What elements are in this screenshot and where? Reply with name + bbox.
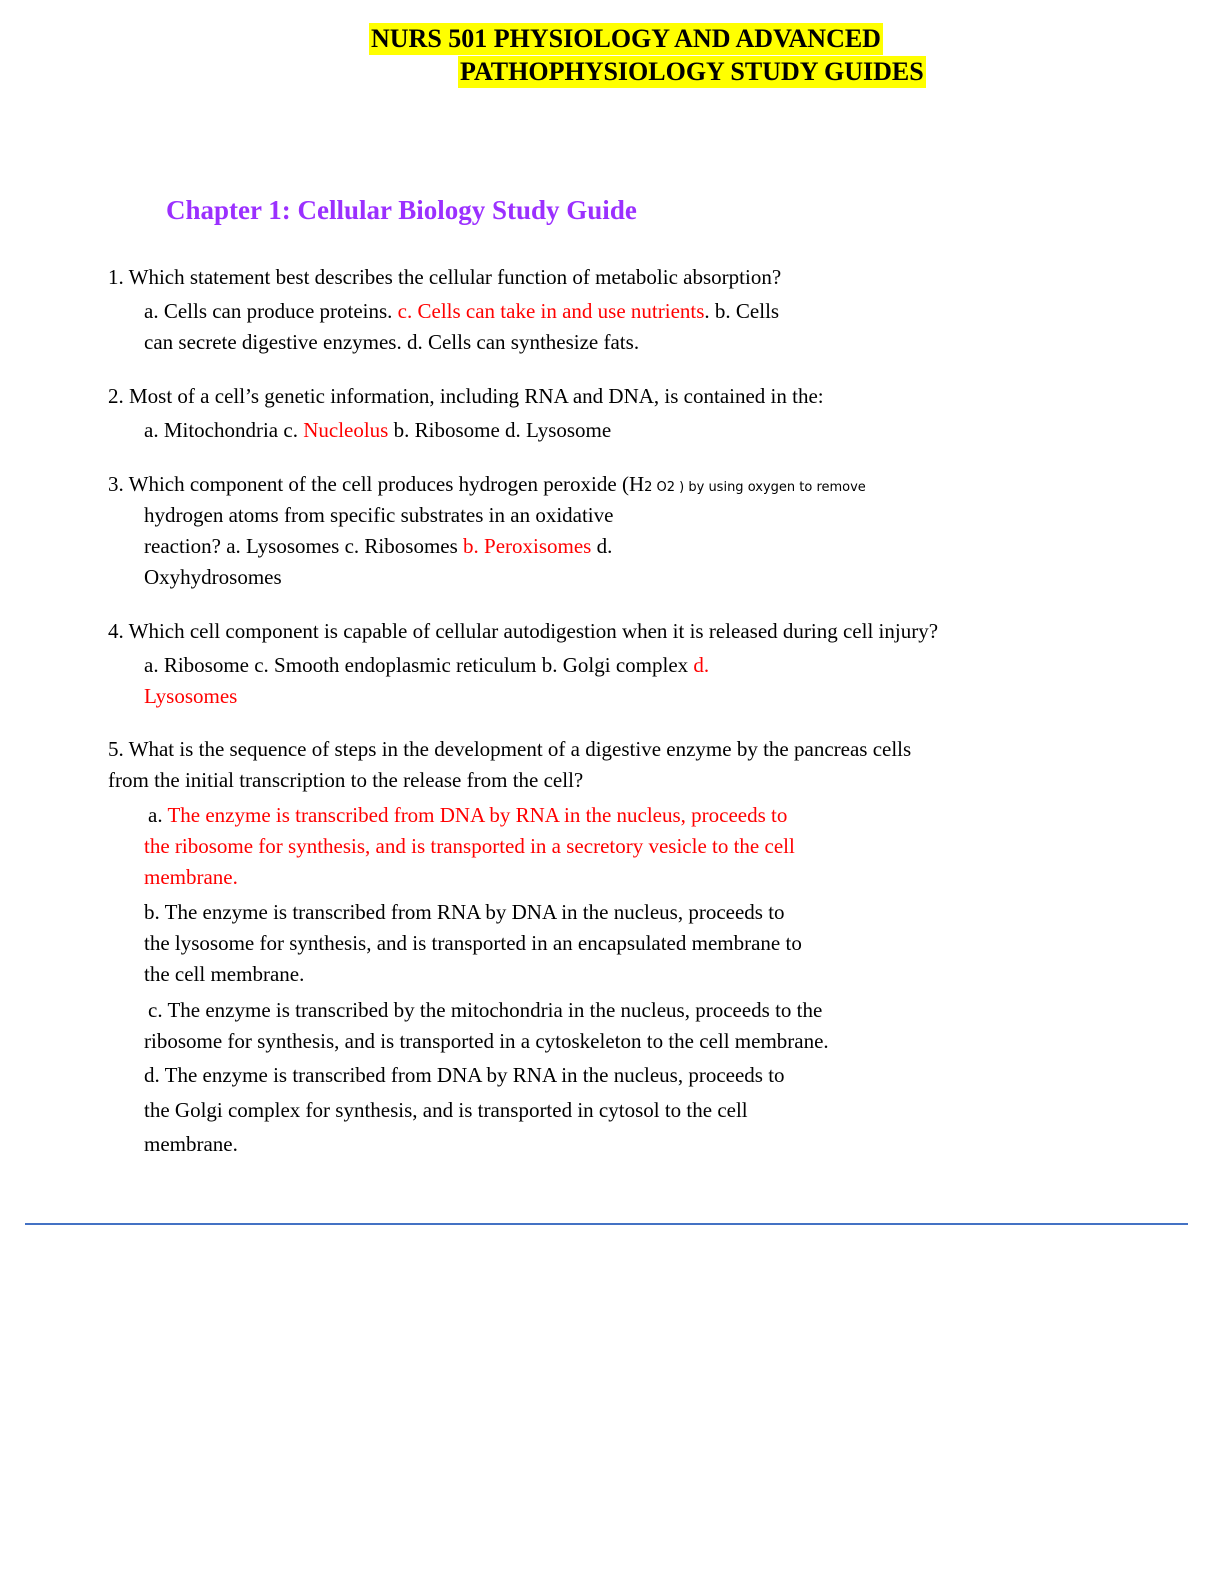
option-text: a. Ribosome c. Smooth endoplasmic reticulum b. Golgi complex (144, 653, 694, 677)
question-5-option-d-line-2: the Golgi complex for synthesis, and is transported in cytosol to the cell (144, 1098, 748, 1122)
option-text: reaction? a. Lysosomes c. Ribosomes (144, 534, 464, 558)
question-5-option-a-line-2: the ribosome for synthesis, and is transported in a secretory vesicle to the cell (144, 834, 795, 858)
question-1-options-line-1 (144, 296, 779, 327)
question-1-options-line-2: can secrete digestive enzymes. d. Cells can synthesize fats. (144, 330, 640, 354)
correct-answer: b. Peroxisomes (463, 534, 592, 558)
question-5-stem-line-2: from the initial transcription to the release from the cell? (108, 768, 584, 792)
option-text: d. (591, 534, 613, 558)
question-4-options-line-1 (144, 650, 709, 681)
question-5-option-a-line-1 (148, 800, 787, 831)
document-title-line-1: NURS 501 PHYSIOLOGY AND ADVANCED (371, 24, 881, 53)
document-title-line-2: PATHOPHYSIOLOGY STUDY GUIDES (460, 57, 924, 86)
question-5-option-b-line-1: b. The enzyme is transcribed from RNA by DNA in the nucleus, proceeds to (144, 900, 785, 924)
question-3-stem-small-text: 2 O2 ) by using oxygen to remove (644, 480, 866, 495)
question-5-option-c-line-2: ribosome for synthesis, and is transported in a cytoskeleton to the cell membrane. (144, 1029, 829, 1053)
question-1-stem: 1. Which statement best describes the cellular function of metabolic absorption? (108, 265, 782, 289)
question-3-line-2 (144, 531, 612, 562)
footer-divider (25, 1223, 1188, 1225)
option-label: a. (148, 803, 168, 827)
question-3-line-1: hydrogen atoms from specific substrates in an oxidative (144, 503, 614, 527)
question-5-option-a-line-3: membrane. (144, 865, 238, 889)
option-text: a. Mitochondria c. (144, 418, 304, 442)
question-3-stem (108, 469, 866, 503)
question-5-option-d-line-1: d. The enzyme is transcribed from DNA by RNA in the nucleus, proceeds to (144, 1063, 785, 1087)
question-5-option-b-line-3: the cell membrane. (144, 962, 305, 986)
option-text: b. Ribosome d. Lysosome (388, 418, 612, 442)
chapter-heading: Chapter 1: Cellular Biology Study Guide (166, 195, 637, 225)
correct-answer: The enzyme is transcribed from DNA by RNA in the nucleus, proceeds to (167, 803, 788, 827)
correct-answer: Nucleolus (303, 418, 389, 442)
question-5-stem-line-1: 5. What is the sequence of steps in the development of a digestive enzyme by the pancreas cells (108, 737, 912, 761)
correct-answer: d. (693, 653, 710, 677)
question-3-line-3: Oxyhydrosomes (144, 565, 282, 589)
question-5-option-d-line-3: membrane. (144, 1132, 238, 1156)
question-5-option-b-line-2: the lysosome for synthesis, and is transported in an encapsulated membrane to (144, 931, 802, 955)
question-5-option-c-line-1: c. The enzyme is transcribed by the mitochondria in the nucleus, proceeds to the (148, 998, 823, 1022)
question-3-stem-text: 3. Which component of the cell produces hydrogen peroxide (H (108, 472, 645, 496)
question-4-options-line-2: Lysosomes (144, 684, 238, 708)
option-text: a. Cells can produce proteins. (144, 299, 398, 323)
question-2-stem: 2. Most of a cell’s genetic information, including RNA and DNA, is contained in the: (108, 384, 824, 408)
question-4-stem: 4. Which cell component is capable of cellular autodigestion when it is released during cell injury? (108, 619, 939, 643)
option-text: . b. Cells (704, 299, 780, 323)
question-2-options-line-1 (144, 415, 611, 446)
correct-answer: c. Cells can take in and use nutrients (397, 299, 705, 323)
